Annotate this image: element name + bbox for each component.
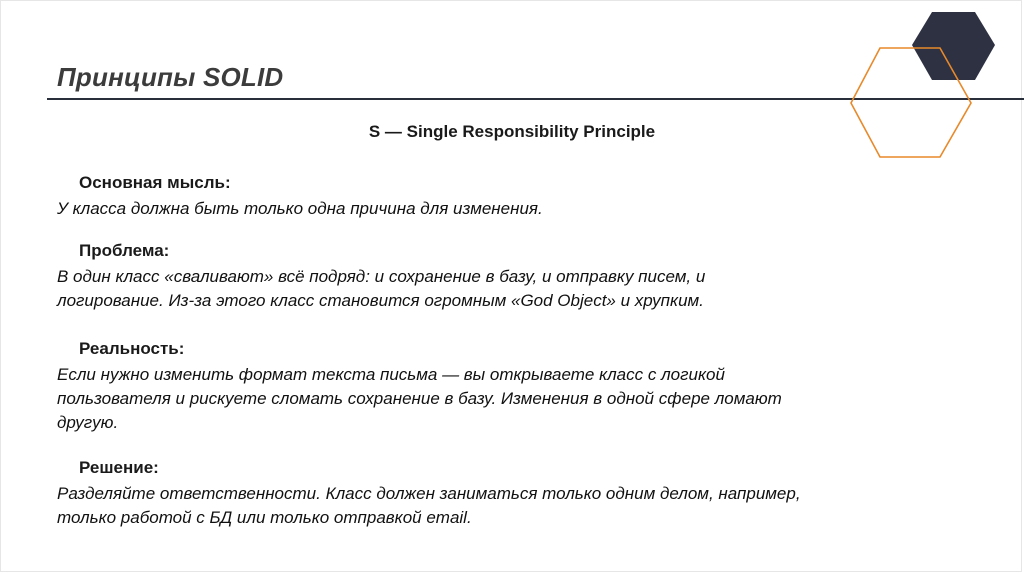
reality-line: Если нужно изменить формат текста письма — вы открываете класс с логикой [57,365,725,384]
section-reality [57,338,957,435]
slide-title: Принципы SOLID [57,62,284,92]
problem-line: логирование. Из-за этого класс становится огромным «God Object» и хрупким. [57,291,704,310]
filled-hexagon-icon [912,12,995,80]
solution-label: Решение: [79,458,159,477]
main-idea-text [57,197,957,221]
problem-line: В один класс «сваливают» всё подряд: и сохранение в базу, и отправку писем, и [57,267,706,286]
problem-text [57,265,957,313]
main-idea-label: Основная мысль: [79,173,231,192]
reality-line: другую. [57,413,119,432]
section-problem [57,240,957,313]
main-idea-line: У класса должна быть только одна причина для изменения. [57,199,543,218]
section-solution [57,457,957,530]
section-main-idea [57,172,957,221]
problem-label: Проблема: [79,241,170,260]
reality-label: Реальность: [79,339,185,358]
solution-line: Разделяйте ответственности. Класс должен заниматься только одним делом, например, [57,484,801,503]
reality-line: пользователя и рискуете сломать сохранение в базу. Изменения в одной сфере ломают [57,389,782,408]
hexagon-decoration [840,0,1024,170]
reality-text [57,363,957,435]
principle-heading: S — Single Responsibility Principle [368,122,656,141]
solution-text [57,482,957,530]
solution-line: только работой с БД или только отправкой email. [57,508,472,527]
